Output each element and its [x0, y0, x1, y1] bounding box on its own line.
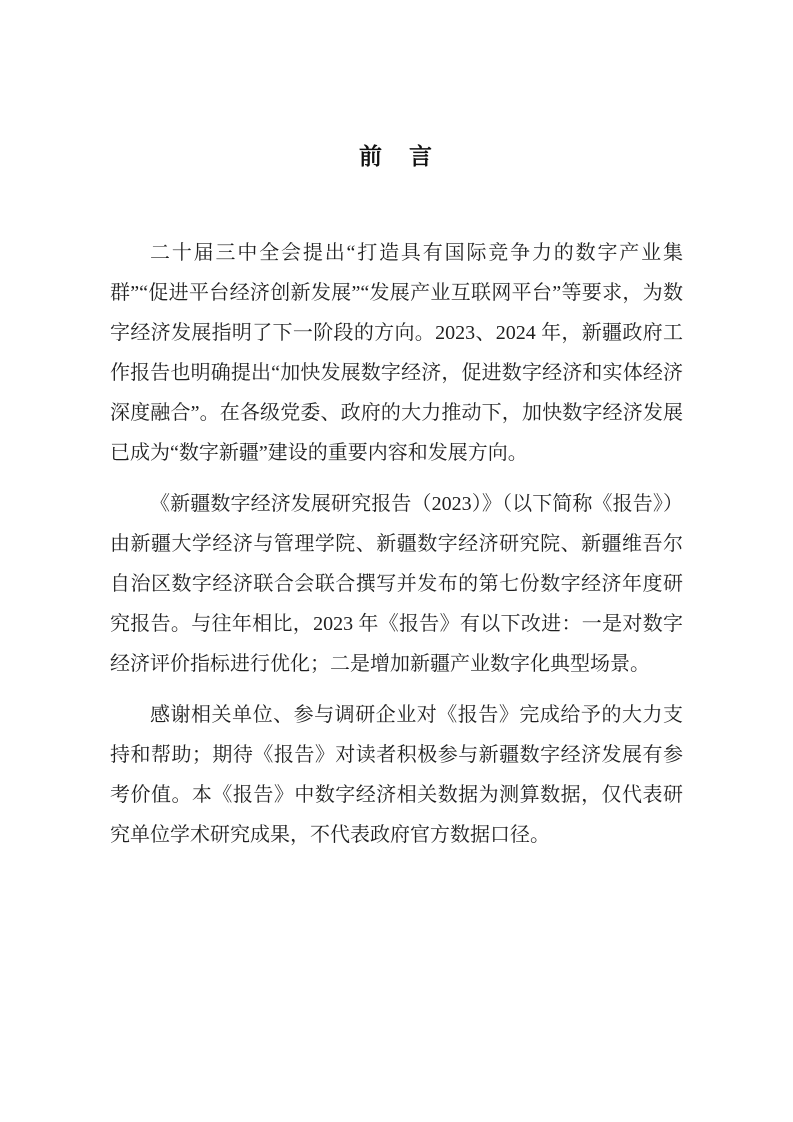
paragraph: 《新疆数字经济发展研究报告（2023）》（以下简称《报告》）由新疆大学经济与管理学院、新疆数字经济研究院、新疆维吾尔自治区数字经济联合会联合撰写并发布的第七份数字经济年度研究报告。与往年相比，2023 年《报告》有以下改进：一是对数字经济评价指标进行优化；二是增加新疆产业数字化典型场景。: [110, 493, 683, 675]
page-title: 前 言: [359, 144, 434, 169]
paragraph: 感谢相关单位、参与调研企业对《报告》完成给予的大力支持和帮助；期待《报告》对读者积极参与新疆数字经济发展有参考价值。本《报告》中数字经济相关数据为测算数据，仅代表研究单位学术研究成果，不代表政府官方数据口径。: [110, 704, 683, 846]
document-body: [110, 233, 683, 855]
paragraph: 二十届三中全会提出“打造具有国际竞争力的数字产业集群”“促进平台经济创新发展”“发展产业互联网平台”等要求，为数字经济发展指明了下一阶段的方向。2023、2024 年，新疆政府工作报告也明确提出“加快发展数字经济，促进数字经济和实体经济深度融合”。在各级党委、政府的大力推动下，加快数字经济发展已成为“数字新疆”建设的重要内容和发展方向。: [110, 242, 683, 464]
